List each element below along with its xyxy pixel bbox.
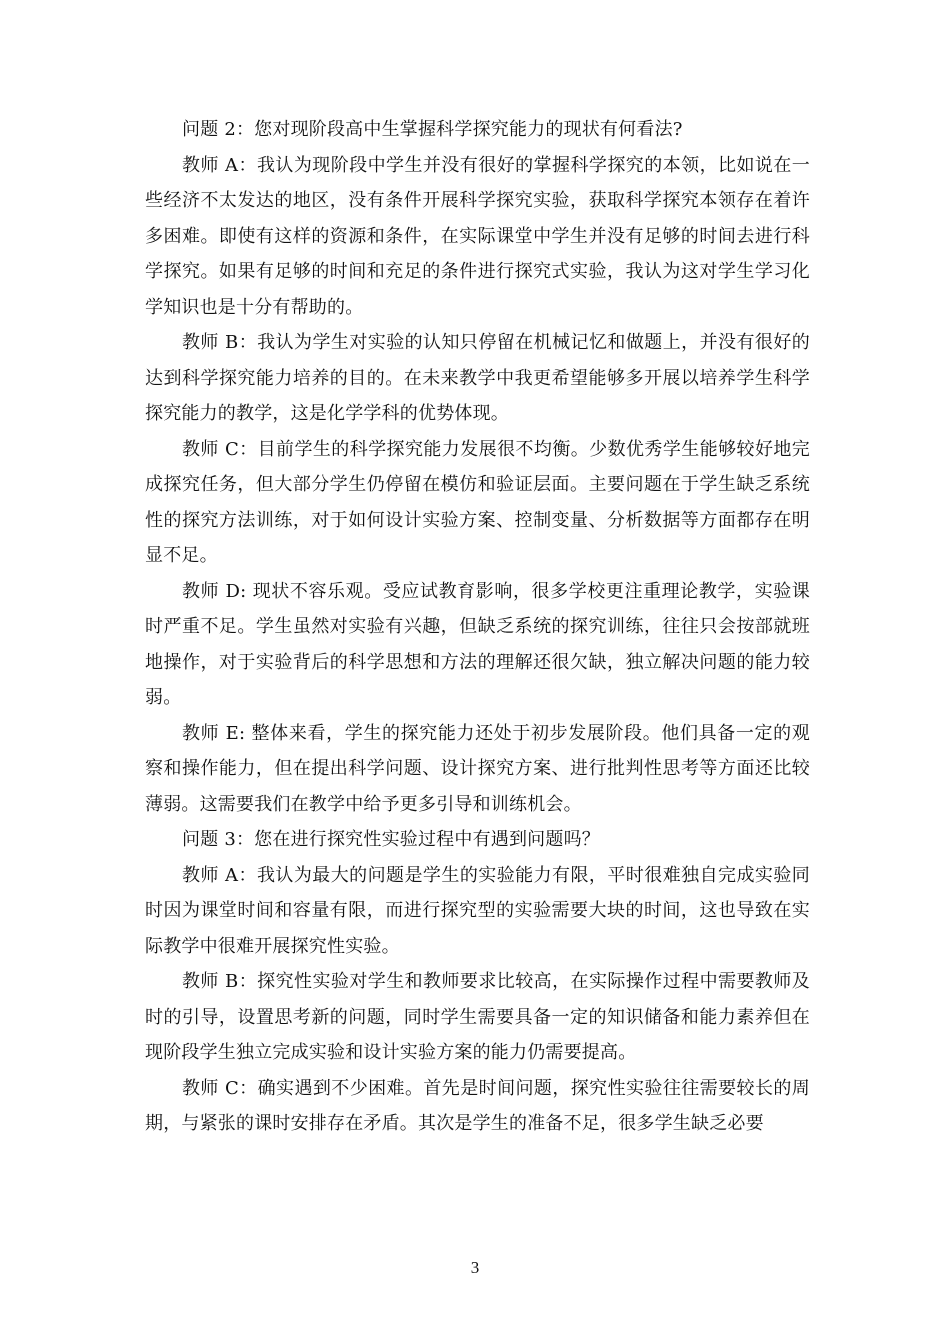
teacher-b-answer-q3: 教师 B：探究性实验对学生和教师要求比较高，在实际操作过程中需要教师及时的引导，设置思考新的问题，同时学生需要具备一定的知识储备和能力素养但在现阶段学生独立完成实验和设计实验方案的能力仍需要提高。 (145, 971, 810, 1063)
question-2-heading: 问题 2：您对现阶段高中生掌握科学探究能力的现状有何看法? (182, 119, 683, 140)
teacher-e-answer-q2: 教师 E: 整体来看，学生的探究能力还处于初步发展阶段。他们具备一定的观察和操作能力，但在提出科学问题、设计探究方案、进行批判性思考等方面还比较薄弱。这需要我们在教学中给予更多引导和训练机会。 (145, 722, 810, 815)
document-body (145, 112, 810, 1142)
page-number: 3 (470, 1258, 480, 1277)
question-3-heading: 问题 3：您在进行探究性实验过程中有遇到问题吗？ (182, 829, 600, 850)
teacher-b-answer-q2: 教师 B：我认为学生对实验的认知只停留在机械记忆和做题上，并没有很好的达到科学探究能力培养的目的。在未来教学中我更希望能够多开展以培养学生科学探究能力的教学，这是化学学科的优势体现。 (145, 332, 810, 424)
teacher-d-answer-q2: 教师 D: 现状不容乐观。受应试教育影响，很多学校更注重理论教学，实验课时严重不足。学生虽然对实验有兴趣，但缺乏系统的探究训练，往往只会按部就班地操作，对于实验背后的科学思想和方法的理解还很欠缺，独立解决问题的能力较弱。 (145, 580, 810, 708)
teacher-a-answer-q2: 教师 A：我认为现阶段中学生并没有很好的掌握科学探究的本领，比如说在一些经济不太发达的地区，没有条件开展科学探究实验，获取科学探究本领存在着许多困难。即使有这样的资源和条件，在实际课堂中学生并没有足够的时间去进行科学探究。如果有足够的时间和充足的条件进行探究式实验，我认为这对学生学习化学知识也是十分有帮助的。 (145, 154, 810, 318)
teacher-a-answer-q3: 教师 A：我认为最大的问题是学生的实验能力有限，平时很难独自完成实验同时因为课堂时间和容量有限，而进行探究型的实验需要大块的时间，这也导致在实际教学中很难开展探究性实验。 (145, 864, 810, 957)
teacher-c-answer-q3: 教师 C：确实遇到不少困难。首先是时间问题，探究性实验往往需要较长的周期，与紧张的课时安排存在矛盾。其次是学生的准备不足，很多学生缺乏必要 (145, 1077, 810, 1134)
teacher-c-answer-q2: 教师 C：目前学生的科学探究能力发展很不均衡。少数优秀学生能够较好地完成探究任务，但大部分学生仍停留在模仿和验证层面。主要问题在于学生缺乏系统性的探究方法训练，对于如何设计实验方案、控制变量、分析数据等方面都存在明显不足。 (145, 438, 810, 566)
